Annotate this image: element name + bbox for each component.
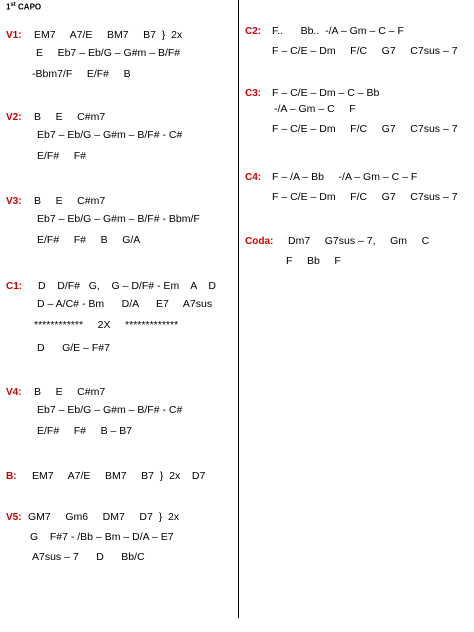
- chord-line: F Bb F: [286, 255, 341, 267]
- chord-line: F – C/E – Dm F/C G7 C7sus – 7: [272, 191, 458, 203]
- chord-line: -Bbm7/F E/F# B: [32, 68, 131, 80]
- section-label-b: B:: [6, 471, 17, 482]
- chord-line: Eb7 – Eb/G – G#m – B/F# - Bbm/F: [37, 213, 200, 225]
- chord-line: GM7 Gm6 DM7 D7 } 2x: [28, 511, 180, 523]
- section-label-v2: V2:: [6, 112, 22, 123]
- column-divider: [238, 0, 239, 618]
- chord-line: EM7 A7/E BM7 B7 } 2x: [34, 29, 183, 41]
- capo-header: 1st CAPO: [6, 2, 42, 12]
- chord-line: F – C/E – Dm F/C G7 C7sus – 7: [272, 45, 458, 57]
- section-label-c3: C3:: [245, 88, 262, 99]
- chord-line: F – C/E – Dm – C – Bb: [272, 87, 380, 99]
- chord-line: B E C#m7: [34, 386, 106, 398]
- chord-line: F.. Bb.. -/A – Gm – C – F: [272, 25, 404, 37]
- chord-line: E/F# F#: [37, 150, 87, 162]
- chord-line: Eb7 – Eb/G – G#m – B/F# - C#: [37, 404, 183, 416]
- chord-line: B E C#m7: [34, 195, 106, 207]
- chord-line: E/F# F# B – B7: [37, 425, 133, 437]
- chord-line: D G/E – F#7: [37, 342, 110, 354]
- chord-line: E/F# F# B G/A: [37, 234, 141, 246]
- chord-line: ************ 2X *************: [34, 319, 179, 331]
- chord-line: -/A – Gm – C F: [274, 103, 356, 115]
- section-label-v4: V4:: [6, 387, 22, 398]
- section-label-coda: Coda:: [245, 236, 274, 247]
- section-label-c1: C1:: [6, 281, 23, 292]
- section-label-c2: C2:: [245, 26, 262, 37]
- chord-line: A7sus – 7 D Bb/C: [32, 551, 145, 563]
- chord-line: B E C#m7: [34, 111, 106, 123]
- chord-line: Eb7 – Eb/G – G#m – B/F# - C#: [37, 129, 183, 141]
- chord-line: Dm7 G7sus – 7, Gm C: [288, 235, 430, 247]
- chord-line: D – A/C# - Bm D/A E7 A7sus: [37, 298, 213, 310]
- section-label-v1: V1:: [6, 30, 22, 41]
- chord-line: E Eb7 – Eb/G – G#m – B/F#: [36, 47, 181, 59]
- chord-line: EM7 A7/E BM7 B7 } 2x D7: [32, 470, 206, 482]
- chord-line: G F#7 - /Bb – Bm – D/A – E7: [30, 531, 174, 543]
- chord-line: F – /A – Bb -/A – Gm – C – F: [272, 171, 418, 183]
- section-label-v3: V3:: [6, 196, 22, 207]
- section-label-v5: V5:: [6, 512, 22, 523]
- section-label-c4: C4:: [245, 172, 262, 183]
- chord-line: F – C/E – Dm F/C G7 C7sus – 7: [272, 123, 458, 135]
- chord-line: D D/F# G, G – D/F# - Em A D: [38, 280, 216, 292]
